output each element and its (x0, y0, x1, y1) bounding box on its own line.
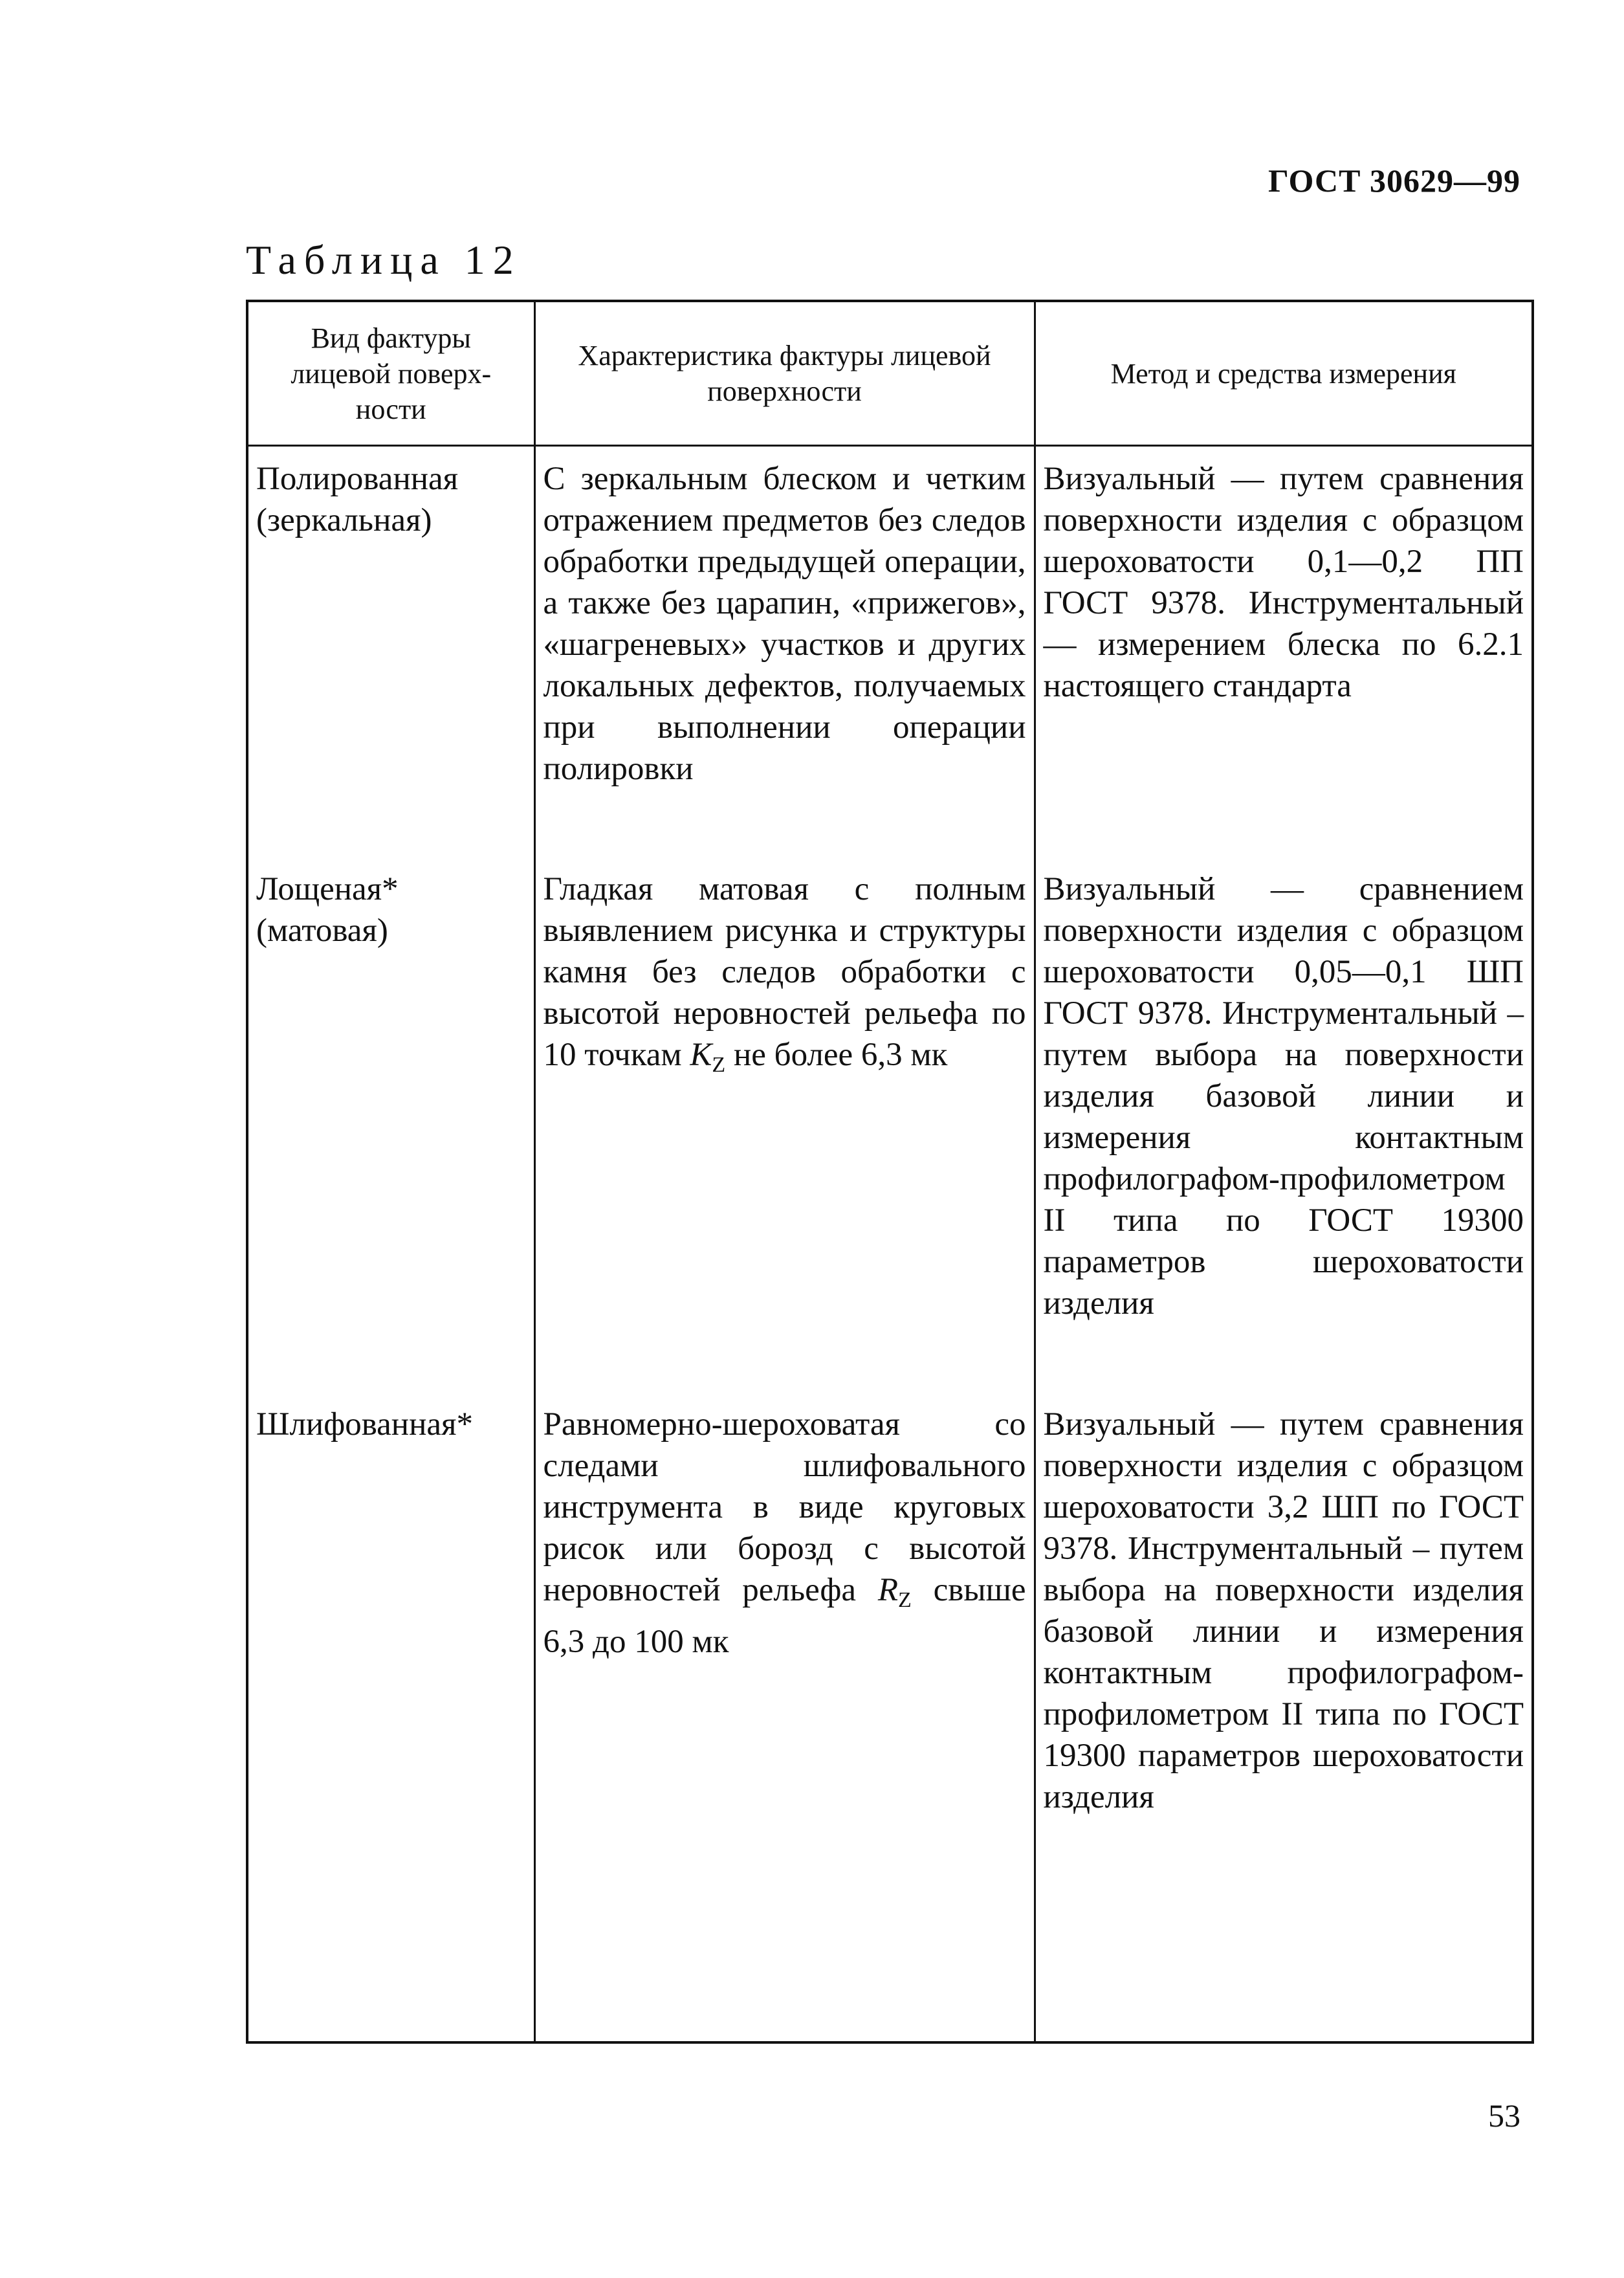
characteristic-cell (534, 861, 1035, 1396)
characteristic-cell (534, 446, 1035, 861)
method-text: Визуальный — путем сравнения поверхности изделия с образцом шероховатости 3,2 ШП по ГОСТ 9378. Инструментальный – путем выбора на поверхности изделия базовой линии и измерения контактным профилографом-профилометром II типа по ГОСТ 19300 параметров шероховатости изделия (1043, 1406, 1524, 1815)
roughness-subscript: Z (898, 1588, 912, 1612)
table-header-row (247, 301, 1533, 446)
texture-type-text: Полированная (зеркальная) (256, 461, 459, 538)
roughness-symbol: R (877, 1572, 899, 1608)
texture-type-cell (247, 861, 534, 1396)
texture-type-cell (247, 446, 534, 861)
characteristic-main-text: Гладкая матовая с полным выявлением рисунка и структуры камня без следов обработки с высотой неровностей рельефа по 10 точкам (543, 871, 1026, 1073)
roughness-subscript: Z (712, 1053, 726, 1077)
method-text: Визуальный — путем сравнения поверхности изделия с образцом шероховатости 0,1—0,2 ПП ГОСТ 9378. Инструментальный — измерением блеска по 6.2.1 настоящего стандарта (1043, 461, 1524, 704)
method-text: Визуальный — сравнением поверхности изделия с образцом шероховатости 0,05—0,1 ШП ГОСТ 9378. Инструментальный – путем выбора на поверхности изделия базовой линии и измерения контактным профилографом-профилометром II типа по ГОСТ 19300 параметров шероховатости изделия (1043, 871, 1524, 1321)
characteristic-cell (534, 1396, 1035, 2042)
surface-texture-table (246, 300, 1534, 2044)
column-header-measurement-method: Метод и средства измерения (1035, 301, 1533, 446)
texture-type-cell (247, 1396, 534, 2042)
characteristic-main-text: Равномерно-шероховатая со следами шлифовального инструмента в виде круговых рисок или борозд с высотой неровностей рельефа (543, 1406, 1026, 1608)
method-cell (1035, 861, 1533, 1396)
characteristic-tail-text: не более 6,3 мк (725, 1037, 948, 1073)
table-caption: Таблица 12 (246, 237, 521, 283)
table-row (247, 446, 1533, 861)
method-cell (1035, 446, 1533, 861)
method-cell (1035, 1396, 1533, 2042)
table-row (247, 1396, 1533, 2042)
column-header-characteristic: Характеристика фактуры лицевой поверхности (534, 301, 1035, 446)
characteristic-tail-text: свыше 6,3 до 100 мк (543, 1572, 1026, 1660)
page-number: 53 (1488, 2097, 1520, 2134)
roughness-symbol: K (690, 1037, 712, 1073)
texture-type-text: Шлифованная* (256, 1406, 473, 1443)
texture-type-text: Лощеная* (матовая) (256, 871, 399, 949)
standard-code: ГОСТ 30629—99 (1267, 162, 1520, 199)
column-header-texture-type: Вид фактуры лицевой поверх-ности (247, 301, 534, 446)
characteristic-text (543, 1404, 1026, 1663)
table-row (247, 861, 1533, 1396)
characteristic-text (543, 868, 1026, 1086)
characteristic-text: С зеркальным блеском и четким отражением предметов без следов обработки предыдущей операции, а также без царапин, «прижегов», «шагреневых» участков и других локальных дефектов, получаемых при выполнении операции полировки (543, 461, 1026, 787)
